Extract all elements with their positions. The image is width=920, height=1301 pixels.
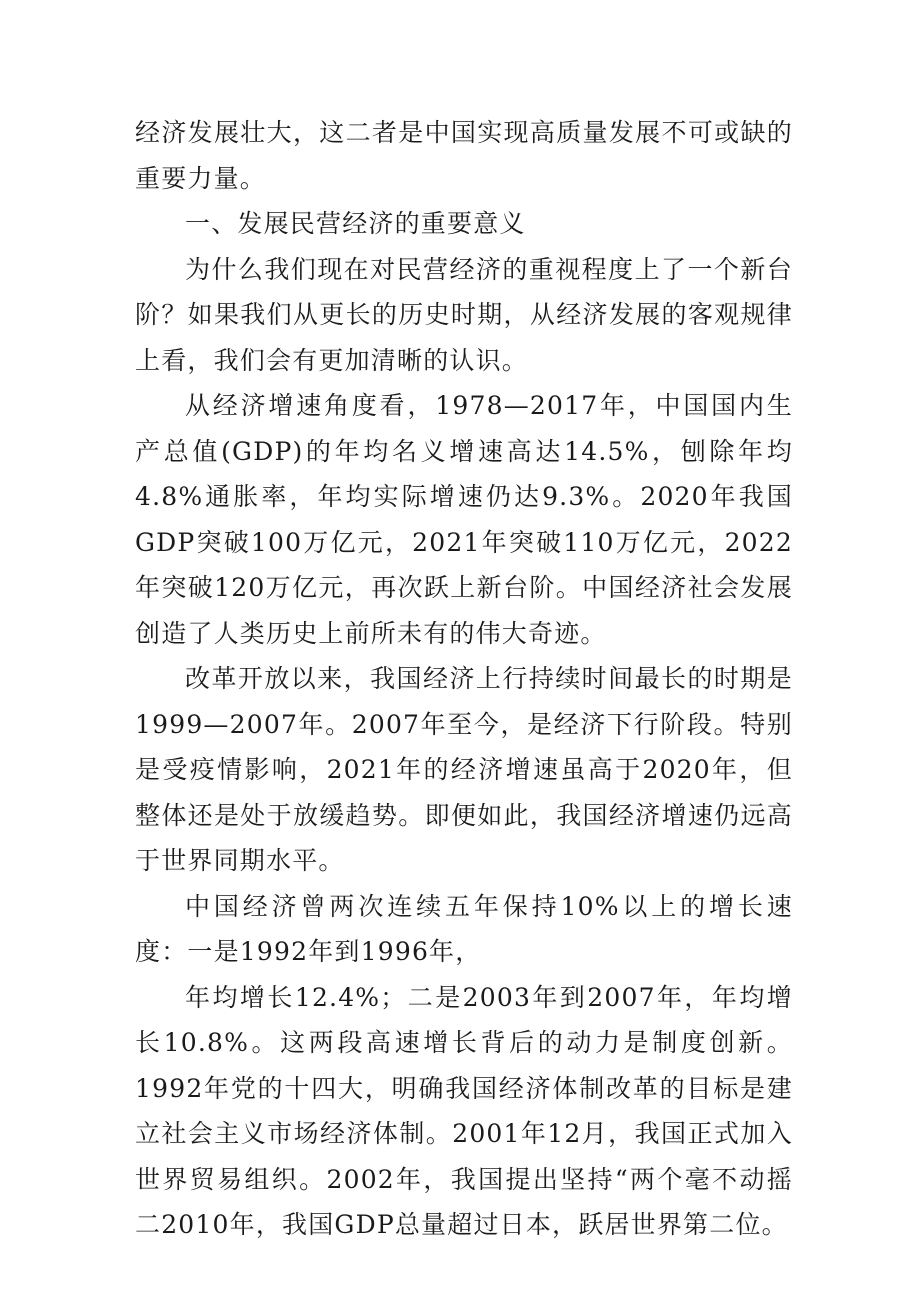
section-heading: 一、发展民营经济的重要意义 (185, 209, 526, 238)
document-body (135, 110, 793, 1248)
paragraph: 从经济增速角度看，1978—2017年，中国国内生产总值(GDP)的年均名义增速高达14.5%，刨除年均4.8%通胀率，年均实际增速仍达9.3%。2020年我国GDP突破100万亿元，2021年突破110万亿元，2022年突破120万亿元，再次跃上新台阶。中国经济社会发展创造了人类历史上前所未有的伟大奇迹。 (135, 391, 793, 648)
paragraph: 为什么我们现在对民营经济的重视程度上了一个新台阶？如果我们从更长的历史时期，从经济发展的客观规律上看，我们会有更加清晰的认识。 (135, 254, 793, 375)
paragraph: 改革开放以来，我国经济上行持续时间最长的时期是1999—2007年。2007年至今，是经济下行阶段。特别是受疫情影响，2021年的经济增速虽高于2020年，但整体还是处于放缓趋势。即便如此，我国经济增速仍远高于世界同期水平。 (135, 664, 793, 875)
paragraph: 中国经济曾两次连续五年保持10%以上的增长速度：一是1992年到1996年， (135, 891, 793, 966)
paragraph-continuation: 经济发展壮大，这二者是中国实现高质量发展不可或缺的重要力量。 (135, 118, 793, 193)
paragraph: 年均增长12.4%；二是2003年到2007年，年均增长10.8%。这两段高速增长背后的动力是制度创新。1992年党的十四大，明确我国经济体制改革的目标是建立社会主义市场经济体制。2001年12月，我国正式加入世界贸易组织。2002年，我国提出坚持“两个毫不动摇二2010年，我国GDP总量超过日本，跃居世界第二位。 (135, 982, 793, 1239)
